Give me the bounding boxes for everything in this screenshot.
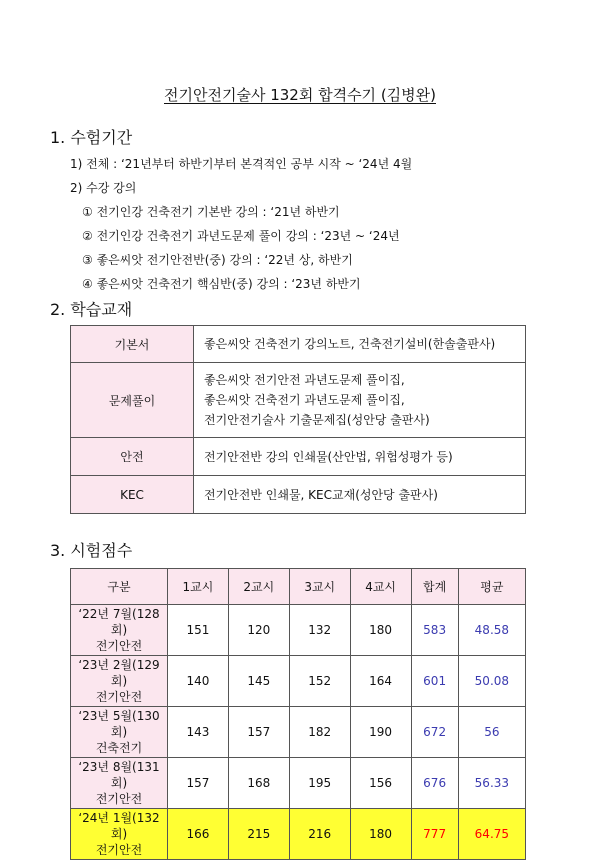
exam-label-cell xyxy=(71,656,168,707)
score-cell: 168 xyxy=(228,758,289,809)
score-cell: 145 xyxy=(228,656,289,707)
exam-subject: 건축전기 xyxy=(95,741,143,755)
materials-row xyxy=(71,438,526,476)
exam-subject: 전기안전 xyxy=(95,792,143,806)
exam-subject: 전기안전 xyxy=(95,690,143,704)
average-cell: 56 xyxy=(458,707,525,758)
materials-key: 문제풀이 xyxy=(71,363,194,438)
materials-value xyxy=(194,438,526,476)
score-cell: 180 xyxy=(350,605,411,656)
exam-date: ‘23년 2월(129회) xyxy=(78,658,160,688)
course-item: ① 전기인강 건축전기 기본반 강의 : ‘21년 하반기 xyxy=(82,205,340,219)
score-cell: 182 xyxy=(289,707,350,758)
exam-date: ‘22년 7월(128회) xyxy=(78,607,160,637)
exam-label-cell xyxy=(71,809,168,860)
exam-date: ‘23년 8월(131회) xyxy=(78,760,160,790)
page-title: 전기안전기술사 132회 합격수기 (김병완) xyxy=(164,86,436,104)
materials-line: 좋은씨앗 전기안전 과년도문제 풀이집, xyxy=(204,373,405,387)
exam-subject: 전기안전 xyxy=(95,639,143,653)
materials-line: 전기안전반 강의 인쇄물(산안법, 위험성평가 등) xyxy=(204,449,453,464)
total-cell: 583 xyxy=(411,605,458,656)
exam-date: ‘23년 5월(130회) xyxy=(78,709,160,739)
period-overall: 1) 전체 : ‘21년부터 하반기부터 본격적인 공부 시작 ~ ‘24년 4월 xyxy=(70,157,413,171)
total-cell: 676 xyxy=(411,758,458,809)
score-cell: 157 xyxy=(228,707,289,758)
scores-header-cell: 2교시 xyxy=(228,569,289,605)
score-cell: 152 xyxy=(289,656,350,707)
scores-header-cell: 1교시 xyxy=(168,569,229,605)
exam-label-cell xyxy=(71,605,168,656)
score-cell: 190 xyxy=(350,707,411,758)
scores-header-cell: 4교시 xyxy=(350,569,411,605)
materials-line: 좋은씨앗 건축전기 강의노트, 건축전기설비(한솔출판사) xyxy=(204,337,496,351)
scores-table xyxy=(70,568,526,860)
course-item: ④ 좋은씨앗 건축전기 핵심반(중) 강의 : ‘23년 하반기 xyxy=(82,277,361,291)
materials-line: 전기안전반 인쇄물, KEC교재(성안당 출판사) xyxy=(204,487,438,502)
score-cell: 156 xyxy=(350,758,411,809)
scores-row xyxy=(71,707,526,758)
average-cell: 56.33 xyxy=(458,758,525,809)
materials-table xyxy=(70,325,526,514)
materials-key: 안전 xyxy=(71,438,194,476)
exam-date: ‘24년 1월(132회) xyxy=(78,811,160,841)
scores-header-cell: 평균 xyxy=(458,569,525,605)
materials-line: 전기안전기술사 기출문제집(성안당 출판사) xyxy=(204,413,430,427)
score-cell: 195 xyxy=(289,758,350,809)
score-cell: 180 xyxy=(350,809,411,860)
materials-key: KEC xyxy=(71,476,194,514)
exam-label-cell xyxy=(71,707,168,758)
score-cell: 151 xyxy=(168,605,229,656)
score-cell: 132 xyxy=(289,605,350,656)
materials-value xyxy=(194,363,526,438)
average-cell: 50.08 xyxy=(458,656,525,707)
section-scores-heading: 3. 시험점수 xyxy=(50,541,133,560)
scores-row xyxy=(71,758,526,809)
score-cell: 157 xyxy=(168,758,229,809)
materials-row xyxy=(71,326,526,363)
materials-value xyxy=(194,326,526,363)
score-cell: 120 xyxy=(228,605,289,656)
scores-row xyxy=(71,656,526,707)
scores-header-cell: 3교시 xyxy=(289,569,350,605)
materials-line: 좋은씨앗 건축전기 과년도문제 풀이집, xyxy=(204,393,405,407)
materials-row xyxy=(71,363,526,438)
materials-value xyxy=(194,476,526,514)
course-item: ③ 좋은씨앗 전기안전반(중) 강의 : ‘22년 상, 하반기 xyxy=(82,253,353,267)
materials-row xyxy=(71,476,526,514)
section-exam-period-heading: 1. 수험기간 xyxy=(50,128,133,147)
exam-subject: 전기안전 xyxy=(95,843,143,857)
total-cell: 601 xyxy=(411,656,458,707)
section-materials-heading: 2. 학습교재 xyxy=(50,300,133,319)
exam-label-cell xyxy=(71,758,168,809)
score-cell: 164 xyxy=(350,656,411,707)
score-cell: 216 xyxy=(289,809,350,860)
scores-row xyxy=(71,605,526,656)
average-cell: 48.58 xyxy=(458,605,525,656)
materials-key: 기본서 xyxy=(71,326,194,363)
average-cell: 64.75 xyxy=(458,809,525,860)
scores-header-row xyxy=(71,569,526,605)
course-item: ② 전기인강 건축전기 과년도문제 풀이 강의 : ‘23년 ~ ‘24년 xyxy=(82,229,400,243)
score-cell: 143 xyxy=(168,707,229,758)
total-cell: 672 xyxy=(411,707,458,758)
score-cell: 215 xyxy=(228,809,289,860)
scores-row-highlighted xyxy=(71,809,526,860)
scores-header-cell: 구분 xyxy=(71,569,168,605)
total-cell: 777 xyxy=(411,809,458,860)
score-cell: 166 xyxy=(168,809,229,860)
scores-header-cell: 합계 xyxy=(411,569,458,605)
period-courses-label: 2) 수강 강의 xyxy=(70,181,137,195)
score-cell: 140 xyxy=(168,656,229,707)
